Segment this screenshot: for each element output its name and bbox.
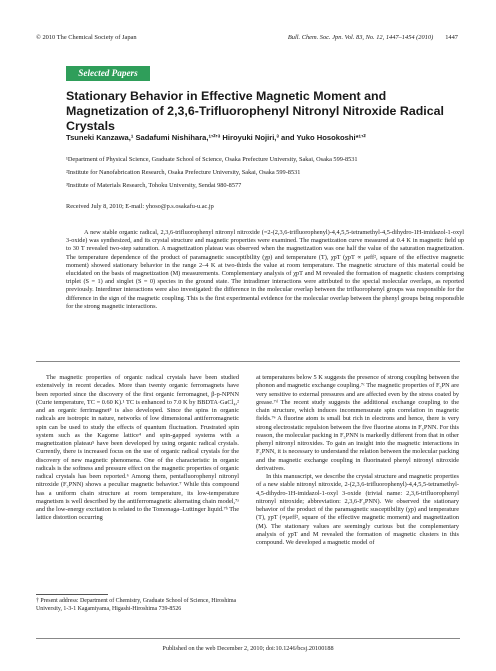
affiliation-1: ¹Department of Physical Science, Graduate School of Science, Osaka Prefecture University, Sakai, Osaka 599-8531 [66, 156, 358, 163]
body-paragraph: at temperatures below 5 K suggests the presence of strong coupling between the phonon and magnetic exchange coupling.⁷ᶜ The magnetic properties of F₅PN are very sensitive to external pressures and are affected even by the stress coated by grease.⁷ᵈ The recent study suggests the additional exchange coupling to the chain structure, which induces incommensurate spin correlation in magnetic fields.⁷ᵉ A fluorine atom is small but rich in electrons and hence, there is very strong electrostatic repulsion between the five fluorine atoms in F₅PNN. For this reason, the molecular packing in F₅PNN is markedly different from that in other phenyl nitronyl nitroxides. To gain an insight into the magnetic interactions in F₅PNN, it is necessary to understand the relation between the molecular packing and the magnetic exchange coupling in fluorinated phenyl nitronyl nitroxide derivatives. [256, 374, 459, 472]
body-column-left [36, 374, 239, 523]
body-paragraph: The magnetic properties of organic radical crystals have been studied extensively in recent decades. More than twenty organic ferromagnets have been reported since the discovery of the first organic ferromagnet, β-p-NPNN (Curie temperature, TC = 0.60 K).¹ TC is enhanced to 7.0 K by BBDTA·GaCl₄,² and an organic ferrimagnet³ is also developed. Since the spins in organic radicals are isotropic in nature, networks of low dimensional antiferromagnetic spin can be used to study the effects of quantum fluctuation. Frustrated spin system such as the Kagome lattice⁴ and spin-gapped systems with a magnetization plateau⁵ have been developed by using organic radical crystals. Currently, there is increased focus on the use of organic radical crystals for the discovery of new magnetic phenomena. One of the characteristic in organic radicals is the softness and pressure effect on the magnetic properties of organic radical crystals has been reported.⁶ Among them, pentafluorophenyl nitronyl nitroxide (F₅PNN) shows a peculiar magnetic behavior.⁷ While this compound has a uniform chain structure at room temperature, its low-temperature magnetism is well described by the antiferromagnetic alternating chain model,⁷ᵃ and the low-energy excitation is related to the Tomonaga–Luttinger liquid.⁷ᵇ The lattice distortion occurring [36, 374, 239, 522]
footer-divider [36, 638, 460, 639]
abstract-divider [36, 361, 460, 362]
page-number: 1447 [445, 34, 458, 41]
affiliation-2: ²Institute for Nanofabrication Research, Osaka Prefecture University, Sakai, Osaka 599-8531 [66, 169, 301, 176]
publication-footer: Published on the web December 2, 2010; doi:10.1246/bcsj.20100188 [162, 645, 334, 652]
author-list: Tsuneki Kanzawa,¹ Sadafumi Nishihara,¹ʼ²ʼ³ Hiroyuki Nojiri,³ and Yuko Hosokoshi*¹ʼ² [66, 133, 366, 142]
affiliation-3: ³Institute of Materials Research, Tohoku University, Sendai 980-8577 [66, 182, 242, 189]
running-header [288, 34, 458, 41]
copyright-notice: © 2010 The Chemical Society of Japan [36, 34, 137, 41]
received-line: Received July 8, 2010; E-mail: yhoso@p.s.osakafu-u.ac.jp [66, 203, 214, 210]
body-paragraph: In this manuscript, we describe the crystal structure and magnetic properties of a new stable nitronyl nitroxide, 2-(2,3,6-trifluorophenyl)-4,4,5,5-tetramethyl-4,5-dihydro-1H-imidazol-1-oxyl 3-oxide (trivial name: 2,3,6-trifluorophenyl nitronyl nitroxide; abbreviation: 2,3,6-F₃PNN). We observed the stationary behavior of the product of the paramagnetic susceptibility (χp) and temperature (T), χpT (∝μeff², square of the effective magnetic moment) and magnetization (M). The stationary values are seemingly curious but the complementary analysis of χpT and M revealed the formation of magnetic clusters in this compound. We developed a magnetic model of [256, 473, 459, 546]
article-title: Stationary Behavior in Effective Magnetic Moment and Magnetization of 2,3,6-Trifluorophenyl Nitronyl Nitroxide Radical Crystals [66, 89, 444, 133]
footnote: † Present address: Department of Chemistry, Graduate School of Science, Hiroshima University, 1-3-1 Kagamiyama, Higashi-Hiroshima 739-8526 [36, 598, 237, 612]
body-column-right [256, 374, 459, 547]
section-badge: Selected Papers [66, 66, 150, 81]
journal-citation: Bull. Chem. Soc. Jpn. Vol. 83, No. 12, 1447–1454 (2010) [287, 34, 434, 41]
abstract: A new stable organic radical, 2,3,6-trifluorophenyl nitronyl nitroxide (=2-(2,3,6-trifluorophenyl)-4,4,5,5-tetramethyl-4,5-dihydro-1H-imidazol-1-oxyl 3-oxide) was synthesized, and its crystal structure and magnetic properties were examined. The magnetization curve measured at 0.4 K in magnetic field up to 30 T revealed two-step saturation. A magnetization plateau was observed when the magnetization was one half the value of the saturation magnetization. The temperature dependence of the product of paramagnetic susceptibility (χp) and temperature (T), χpT (χpT ∝ μeff², square of the effective magnetic moment) showed stationary behavior in the range 2–4 K at two-thirds the value at room temperature. The magnetic structure of this material could be elucidated on the basis of magnetization (M) measurements. Complementary analysis of χpT and M revealed the formation of magnetic clusters comprising triplet (S = 1) and singlet (S = 0) species in the ground state. The intradimer interactions were attributed to the special molecular overlaps, as reported previously. Interdimer interactions were also investigated: the difference in the molecular overlap between the trifluorophenyl groups was responsible for the difference in the sign of the magnetic coupling. This is the first experimental evidence for the molecular overlap between the phenyl groups being responsible for the strong magnetic interactions. [66, 229, 464, 310]
footnote-divider [36, 594, 108, 595]
